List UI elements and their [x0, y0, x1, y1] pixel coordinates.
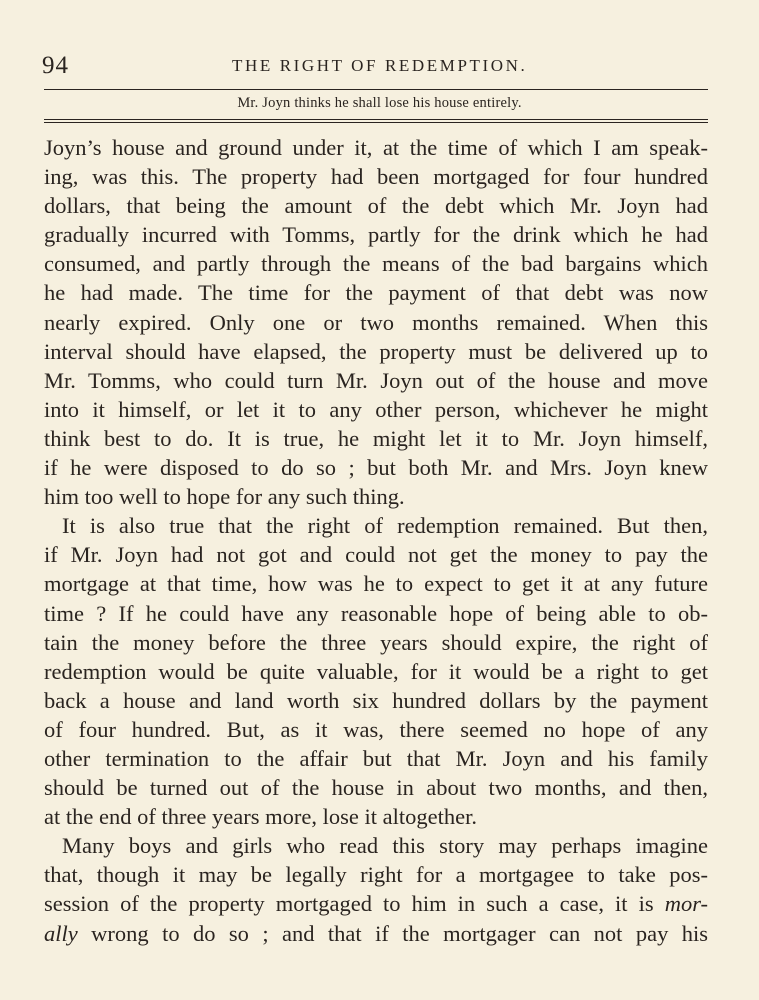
- text-line: of four hundred. But, as it was, there seemed no hope of any: [44, 716, 708, 742]
- text-line-start: session of the property mortgaged to him in such a case, it is: [44, 891, 654, 917]
- text-line: back a house and land worth six hundred dollars by the payment: [44, 687, 708, 713]
- text-line: tain the money before the three years should expire, the right of: [44, 629, 708, 655]
- text-line: dollars, that being the amount of the debt which Mr. Joyn had: [44, 193, 708, 219]
- text-line: that, though it may be legally right for a mortgagee to take pos-: [44, 862, 708, 888]
- text-line: time ? If he could have any reasonable hope of being able to ob-: [44, 600, 708, 626]
- text-line: [44, 889, 708, 918]
- text-line: think best to do. It is true, he might let it to Mr. Joyn himself,: [44, 425, 708, 451]
- text-line: It is also true that the right of redemption remained. But then,: [62, 513, 708, 539]
- italic-word: mor-: [664, 891, 708, 917]
- body-text: [44, 133, 708, 948]
- text-line: should be turned out of the house in about two months, and then,: [44, 775, 708, 801]
- text-line: Many boys and girls who read this story may perhaps imagine: [62, 833, 708, 859]
- text-line: him too well to hope for any such thing.: [44, 484, 405, 510]
- subtitle-rule-double: [44, 122, 708, 123]
- text-line: gradually incurred with Tomms, partly for the drink which he had: [44, 222, 708, 248]
- text-line: Joyn’s house and ground under it, at the time of which I am speak-: [44, 135, 708, 160]
- text-line: ing, was this. The property had been mortgaged for four hundred: [44, 164, 708, 190]
- text-line: consumed, and partly through the means of the bad bargains which: [44, 251, 708, 277]
- text-line: redemption would be quite valuable, for it would be a right to get: [44, 658, 708, 684]
- text-line: he had made. The time for the payment of that debt was now: [44, 280, 708, 306]
- text-line: into it himself, or let it to any other person, whichever he might: [44, 396, 708, 422]
- text-line: nearly expired. Only one or two months remained. When this: [44, 309, 708, 335]
- text-line-end: wrong to do so ; and that if the mortgager can not pay his: [77, 920, 708, 946]
- text-line: Mr. Tomms, who could turn Mr. Joyn out of the house and move: [44, 367, 708, 393]
- text-line: at the end of three years more, lose it altogether.: [44, 804, 477, 830]
- text-line: interval should have elapsed, the property must be delivered up to: [44, 338, 708, 364]
- running-title: THE RIGHT OF REDEMPTION.: [232, 56, 528, 75]
- page-subtitle: Mr. Joyn thinks he shall lose his house entirely.: [237, 95, 522, 111]
- text-line: other termination to the affair but that Mr. Joyn and his family: [44, 745, 708, 771]
- text-line: if he were disposed to do so ; but both Mr. and Mrs. Joyn knew: [44, 455, 708, 481]
- text-line: mortgage at that time, how was he to expect to get it at any future: [44, 571, 708, 597]
- page-number: 94: [42, 52, 69, 79]
- italic-word: ally: [44, 920, 78, 946]
- subtitle-rule: [44, 119, 708, 120]
- text-line: if Mr. Joyn had not got and could not get the money to pay the: [44, 542, 708, 568]
- text-line: [44, 919, 708, 948]
- header-rule: [44, 89, 708, 90]
